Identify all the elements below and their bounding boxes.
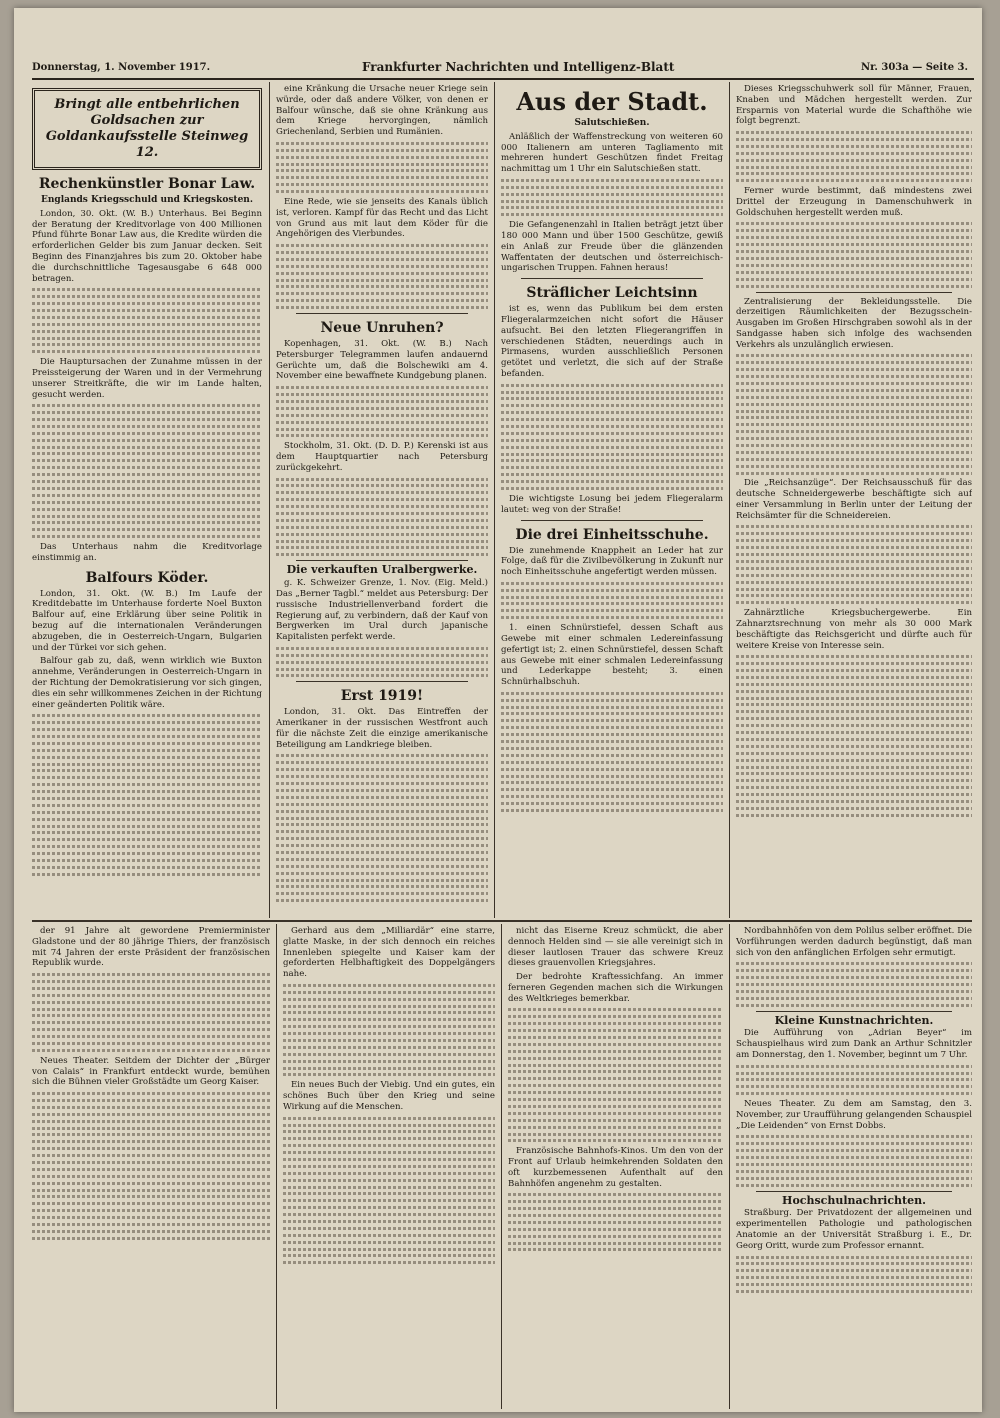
section-rule — [32, 920, 972, 922]
text-block — [736, 131, 972, 182]
article-paragraph: Stockholm, 31. Okt. (D. D. P.) Kerenski ist aus dem Hauptquartier nach Petersburg zurückgekehrt. — [276, 441, 488, 473]
article-paragraph: Dieses Kriegsschuhwerk soll für Männer, Frauen, Knaben und Mädchen hergestellt werden. Zur Ersparnis von Material wurde die Schafthöhe wie folgt begrenzt. — [736, 84, 972, 127]
text-block — [283, 1117, 495, 1265]
article-paragraph: Französische Bahnhofs-Kinos. Um den von der Front auf Urlaub heimkehrenden Soldaten den oft kurzbemessenen Aufenthalt auf den Bahnhöfen angenehm zu gestalten. — [508, 1146, 723, 1189]
article-paragraph: Eine Rede, wie sie jenseits des Kanals üblich ist, verloren. Kampf für das Recht und das Licht von Grund aus mit laut dem Köder für die Angehörigen des Vierbundes. — [276, 197, 488, 240]
article-paragraph: Gerhard aus dem „Milliardär“ eine starre, glatte Maske, in der sich dennoch ein reiches Innenleben spiegelte und Kaiser kam der geforderten Helbhaftigkeit des Doppelgängers nahe. — [283, 926, 495, 980]
text-block — [32, 404, 262, 538]
article-paragraph: Ferner wurde bestimmt, daß mindestens zwei Drittel der Erzeugung in Damenschuhwerk in Goldschuhen hergestellt werden muß. — [736, 186, 972, 218]
article-title: Erst 1919! — [340, 688, 424, 705]
article-title: Balfours Köder. — [85, 569, 209, 586]
page-header — [32, 56, 974, 80]
text-block — [276, 244, 488, 309]
article-title: Die drei Einheitsschuhe. — [515, 526, 709, 543]
text-block — [276, 647, 488, 678]
bottom-column-2 — [283, 926, 495, 1406]
text-block — [508, 1008, 723, 1142]
header-date: Donnerstag, 1. November 1917. — [32, 62, 211, 73]
bottom-column-4 — [736, 926, 972, 1406]
masthead: Frankfurter Nachrichten und Intelligenz-Blatt — [362, 60, 675, 74]
article-paragraph: Straßburg. Der Privatdozent der allgemeinen und experimentellen Pathologie und pathologischen Anatomie an der Universität Straßburg i. E., Dr. Georg Oritt, wurde zum Professor ernannt. — [736, 1208, 972, 1251]
article-paragraph: Neues Theater. Seitdem der Dichter der „Bürger von Calais“ in Frankfurt entdeckt wurde, bemühen sich die Bühnen vieler Großstädte um Georg Kaiser. — [32, 1055, 270, 1088]
article-title: Neue Unruhen? — [320, 320, 444, 337]
text-block — [736, 1135, 972, 1186]
section-title: Aus der Stadt. — [516, 87, 708, 116]
article-paragraph: Ein neues Buch der Viebig. Und ein gutes, ein schönes Buch über den Krieg und seine Wirkung auf die Menschen. — [283, 1080, 495, 1112]
text-block — [501, 692, 723, 812]
article-paragraph: Der bedrohte Kraftessichfang. An immer ferneren Gegenden machen sich die Wirkungen des Weltkrieges bemerkbar. — [508, 972, 723, 1004]
text-block — [736, 655, 972, 816]
article-paragraph: Die Aufführung von „Adrian Beyer“ im Schauspielhaus wird zum Dank an Arthur Schnitzler am Donnerstag, den 1. November, beginnt um 7 Uhr. — [736, 1028, 972, 1061]
text-block — [276, 478, 488, 557]
text-block — [736, 1065, 972, 1096]
text-block — [501, 384, 723, 490]
bottom-column-1 — [32, 926, 270, 1406]
article-title: Sträflicher Leichtsinn — [526, 285, 698, 302]
column-rule — [729, 82, 730, 918]
text-block — [508, 1193, 723, 1251]
divider — [296, 313, 468, 314]
text-block — [32, 1092, 270, 1240]
divider — [296, 681, 468, 682]
text-block — [32, 973, 270, 1052]
article-paragraph: Zahnärztliche Kriegsbuchergewerbe. Ein Zahnarztsrechnung von mehr als 30 000 Mark beschäftigte das Reichsgericht und dürfte auch für weitere Kreise von Interesse sein. — [736, 608, 972, 651]
article-paragraph: der 91 Jahre alt gewordene Premierminister Gladstone und der 80 jährige Thiers, der französisch mit 74 Jahren der erste Präsident der französischen Republik wurde. — [32, 926, 270, 969]
article-paragraph: nicht das Eiserne Kreuz schmückt, die aber dennoch Helden sind — sie alle vereinigt sich in dieser lautlosen Trauer das schwere Kreuz dieses grauenvollen Kriegsjahres. — [508, 926, 723, 969]
divider — [521, 278, 703, 279]
article-paragraph: g. K. Schweizer Grenze, 1. Nov. (Eig. Meld.) Das „Berner Tagbl.“ meldet aus Petersburg: Der russische Industriellenverband fordert die Regierung auf, zu verbindern, daß der Kauf von Bergwerken im Ural durch japanische Kapitalisten perfekt werde. — [276, 578, 488, 643]
divider — [296, 560, 468, 561]
column-rule — [729, 924, 730, 1409]
text-block — [501, 582, 723, 619]
divider — [756, 1191, 952, 1192]
article-paragraph: Die zunehmende Knappheit an Leder hat zur Folge, daß für die Zivilbevölkerung in Zukunft nur noch Einheitsschuhe angefertigt werden müssen. — [501, 545, 723, 578]
page-number: Nr. 303a — Seite 3. — [860, 62, 968, 73]
article-paragraph: Balfour gab zu, daß, wenn wirklich wie Buxton annehme, Veränderungen in Oesterreich-Ungarn in der Richtung der Demokratisierung vor sich gingen, dies ein sehr willkommenes Zeichen in der Richtung einer geänderten Politik wäre. — [32, 656, 262, 710]
article-paragraph: ist es, wenn das Publikum bei dem ersten Fliegeralarmzeichen nicht sofort die Häuser aufsucht. Bei den letzten Fliegerangriffen in verschiedenen Städten, neuerdings auch in Pirmasens, wurden ausschließlich Personen getötet und verletzt, die sich auf der Straße befanden. — [501, 304, 723, 379]
article-subtitle: Englands Kriegsschuld und Kriegskosten. — [41, 195, 253, 205]
text-block — [276, 754, 488, 902]
text-block — [32, 288, 262, 353]
article-title: Die verkauften Uralbergwerke. — [286, 563, 478, 577]
article-paragraph: Das Unterhaus nahm die Kreditvorlage einstimmig an. — [32, 542, 262, 563]
text-block — [283, 984, 495, 1077]
text-block — [32, 714, 262, 875]
column-1 — [32, 84, 262, 916]
column-rule — [501, 924, 502, 1409]
article-paragraph: Zentralisierung der Bekleidungsstelle. Die derzeitigen Räumlichkeiten der Bezugsschein-Ausgaben im Großen Hirschgraben sowohl als in der Sandgasse haben sich infolge des wachsenden Verkehrs als unzulänglich erwiesen. — [736, 296, 972, 350]
article-title: Hochschulnachrichten. — [782, 1193, 926, 1207]
divider — [756, 292, 952, 293]
column-rule — [276, 924, 277, 1409]
article-paragraph: Die „Reichsanzüge“. Der Reichsausschuß für das deutsche Schneidergewerbe beschäftigte sich auf einer Versammlung in Berlin unter der Leitung der Reichsämter für die Schneidereien. — [736, 478, 972, 521]
text-block — [736, 525, 972, 604]
article-title: Rechenkünstler Bonar Law. — [38, 176, 256, 192]
article-paragraph: London, 31. Okt. (W. B.) Im Laufe der Kreditdebatte im Unterhause forderte Noel Buxton Balfour auf, eine Erklärung über seine Politik in bezug auf die internationalen Veränderungen abzugeben, die in Oesterreich-Ungarn, Bulgarien und der Türkei vor sich gehen. — [32, 588, 262, 653]
article-subtitle: Salutschießen. — [574, 118, 650, 128]
article-paragraph: London, 30. Okt. (W. B.) Unterhaus. Bei Beginn der Beratung der Kreditvorlage von 400 Millionen Pfund führte Bonar Law aus, die Kredite würden die erforderlichen Gelder bis zum Januar decken. Seit Beginn des Finanzjahres bis zum 20. Oktober habe die durchschnittliche Tagesausgabe 6 648 000 betragen. — [32, 208, 262, 284]
article-paragraph: Die wichtigste Losung bei jedem Fliegeralarm lautet: weg von der Straße! — [501, 493, 723, 515]
newspaper-page — [14, 8, 982, 1412]
article-paragraph: London, 31. Okt. Das Eintreffen der Amerikaner in der russischen Westfront auch für die nächste Zeit die einzige amerikanische Beteiligung am Landkriege bleiben. — [276, 707, 488, 750]
column-rule — [494, 82, 495, 918]
column-rule — [269, 82, 270, 918]
article-paragraph: eine Kränkung die Ursache neuer Kriege sein würde, oder daß andere Völker, von denen er Balfour wünsche, daß sie ohne Kränkung aus dem Kriege hervorgingen, nämlich Griechenland, Serbien und Rumänien. — [276, 84, 488, 138]
bottom-column-3 — [508, 926, 723, 1406]
article-paragraph: Neues Theater. Zu dem am Samstag, den 3. November, zur Uraufführung gelangenden Schauspiel „Die Leidenden“ von Ernst Dobbs. — [736, 1099, 972, 1131]
text-block — [501, 179, 723, 216]
text-block — [276, 142, 488, 193]
article-paragraph: Die Gefangenenzahl in Italien beträgt jetzt über 180 000 Mann und über 1500 Geschütze, gewiß ein Anlaß zur Freude über die glänzenden Waffentaten der deutschen und österreichisch-ungarischen Truppen. Fahnen heraus! — [501, 220, 723, 274]
gold-ad-box: Bringt alle entbehrlichen Goldsachen zur Goldankaufsstelle Steinweg 12. — [32, 88, 262, 170]
text-block — [736, 354, 972, 474]
text-block — [736, 1256, 972, 1293]
divider — [756, 1011, 952, 1012]
column-3 — [501, 84, 723, 916]
column-2 — [276, 84, 488, 916]
article-paragraph: Die Hauptursachen der Zunahme müssen in der Preissteigerung der Waren und in der Vermehrung unserer Streitkräfte, die wir im Lande halten, gesucht werden. — [32, 357, 262, 400]
column-4 — [736, 84, 972, 916]
article-title: Kleine Kunstnachrichten. — [774, 1013, 934, 1027]
article-paragraph: Kopenhagen, 31. Okt. (W. B.) Nach Petersburger Telegrammen laufen andauernd Gerüchte um, daß die Bolschewiki am 4. November eine bewaffnete Kundgebung planen. — [276, 339, 488, 382]
text-block — [736, 962, 972, 1006]
article-paragraph: Anläßlich der Waffenstreckung von weiteren 60 000 Italienern am unteren Tagliamento mit mehreren hundert Geschützen findet Freitag nachmittag um 1 Uhr ein Salutschießen statt. — [501, 131, 723, 175]
divider — [521, 520, 703, 521]
text-block — [736, 222, 972, 287]
article-paragraph: 1. einen Schnürstiefel, dessen Schaft aus Gewebe mit einer schmalen Ledereinfassung gefertigt ist; 2. einen Schnürstiefel, dessen Schaft aus Gewebe mit einer schmalen Ledereinfassung und Lederkappe besteht; 3. einen Schnürhalbschuh. — [501, 623, 723, 688]
text-block — [276, 386, 488, 437]
article-paragraph: Nordbahnhöfen von dem Polilus selber eröffnet. Die Vorführungen werden dadurch begünstigt, daß man sich von den anfänglichen Erfolgen sehr ermutigt. — [736, 926, 972, 958]
